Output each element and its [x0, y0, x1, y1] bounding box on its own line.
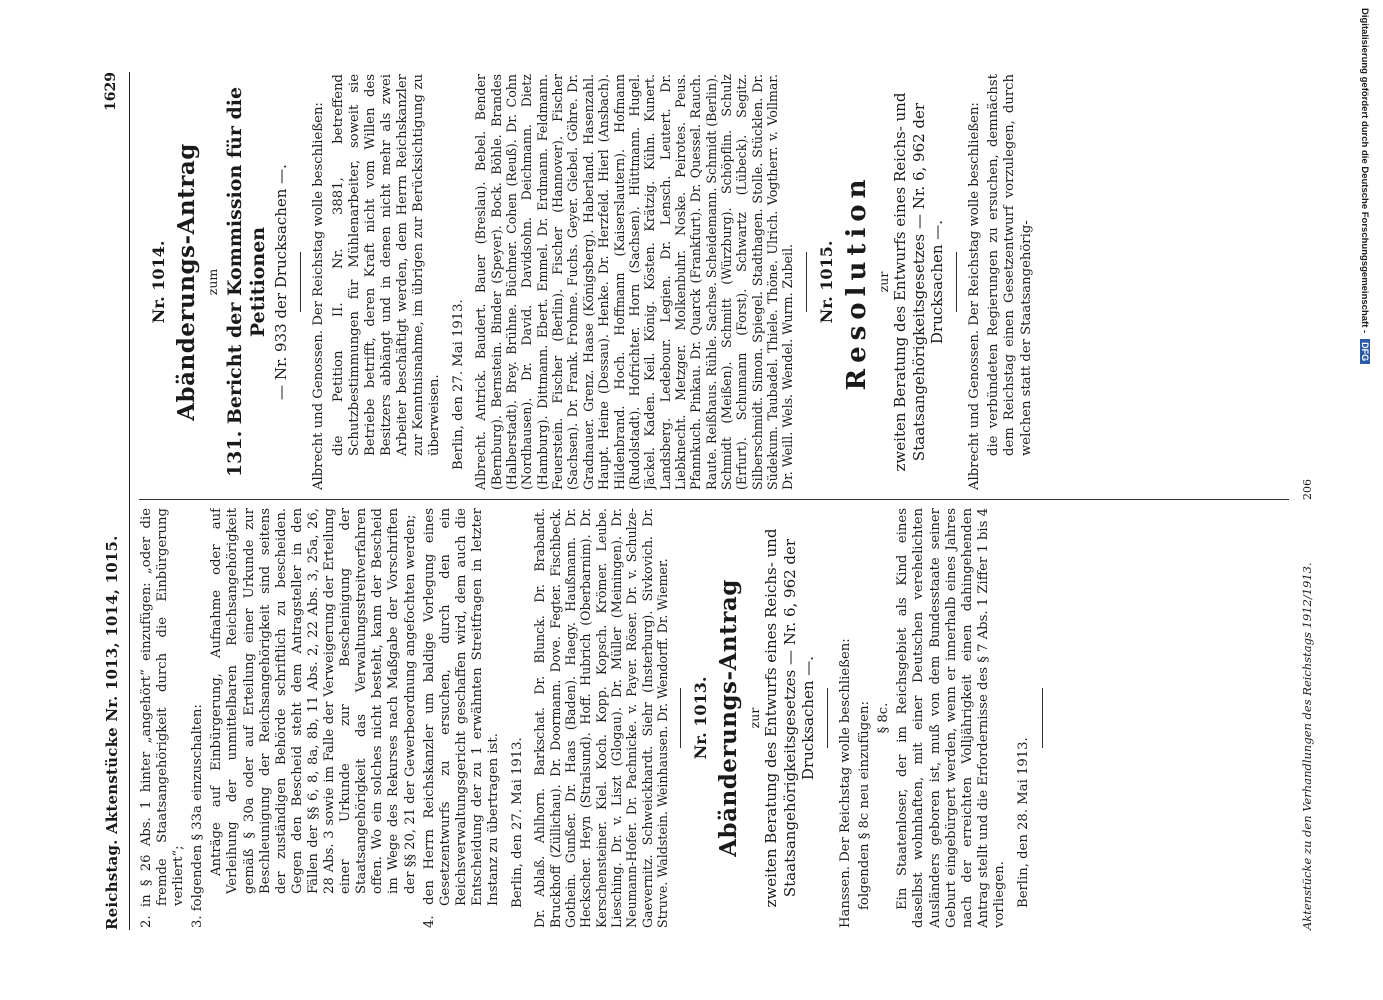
separator: [806, 252, 807, 312]
signatories-1: Dr. Ablaß. Ahlhorn. Barkschat. Dr. Blunck. Dr. Brabandt. Bruckhoff (Züllichau). Dr. Doormann. Dove. Fegter. Fischbeck. Gothein. Gunßer. Dr. Haas (Baden). Haegy. Haußmann. Dr. Heckscher. Heyn (Stralsund). Hoff. Hubrich (Oberbarnim). Dr. Kerschensteiner. Kiel. Koch. Kopp. Kopsch. Krömer. Leube. Liesching. Dr. v. Liszt (Glogau). Dr. Müller (Meiningen). Dr. Neumann-Hofer. Dr. Pachnicke. v. Payer. Röser. Dr. v. Schulze-Gaevernitz. Schweickhardt. Siehr (Insterburg). Sivkovich. Dr. Struve. Waldstein. Weinhausen. Dr. Wendorff. Dr. Wiemer.: [532, 508, 671, 928]
nr-1013: Nr. 1013.: [691, 676, 711, 760]
item-3-head: 3. folgenden § 33a einzuschalten:: [190, 704, 206, 928]
separator: [300, 252, 301, 312]
body-8c: Ein Staatenloser, der im Reichsgebiet als Kind eines daselbst wohnhaften, mit einer Deutschen verehelichten Ausländers geboren ist, muß von dem Bundesstaate seiner Geburt eingebürgert werden, wenn er innerhalb eines Jahres nach der erreichten Volljährigkeit einen dahingehenden Antrag stellt und die Erfordernisse des § 7 Abs. 1 Ziffer 1 bis 4 vorliegen.: [895, 508, 1007, 928]
hanssen-motion: Hanssen. Der Reichstag wolle beschließen:: [838, 638, 854, 928]
page-number: 1629: [103, 72, 120, 111]
report-subtitle: — Nr. 933 der Drucksachen —.: [272, 164, 291, 400]
body-1015: zweiten Beratung des Entwurfs eines Reichs- und Staatsangehörigkeitsgesetzes — Nr. 6, 962 der Drucksachen —.: [891, 92, 946, 472]
page-footer: Aktenstücke zu den Verhandlungen des Reichstags 1912/1913.: [1300, 562, 1314, 930]
zum: zum: [204, 268, 220, 296]
title-1014: Abänderungs-Antrag: [172, 143, 200, 421]
sheet-number: 206: [1301, 479, 1314, 500]
signatories-2: Albrecht. Antrick. Baudert. Bauer (Breslau). Bebel. Bender (Bernburg). Bernstein. Binder (Speyer). Bock. Böhle. Brandes (Halberstadt). Brey. Brühne. Büchner. Cohen (Reuß). Dr. Cohn (Nordhausen). Dr. David. Davidsohn. Deichmann. Dietz (Hamburg). Dittmann. Ebert. Emmel. Dr. Erdmann. Feldmann. Feuerstein. Fischer (Berlin). Fischer (Hannover). Fischer (Sachsen). Dr. Frank. Frohme. Fuchs. Geyer. Giebel. Göhre. Dr. Gradnauer. Grenz. Haase (Königsberg). Haberland. Hasenzahl. Haupt. Heine (Dessau). Henke. Dr. Herzfeld. Hierl (Ansbach). Hildenbrand. Hoch. Hoffmann (Kaiserslautern). Hofmann (Rudolstadt). Hofrichter. Horn (Sachsen). Hüttmann. Hugel. Jäckel. Kaden. Keil. König. Kösten. Krätzig. Kühn. Kunert. Landsberg. Ledebour. Legien. Dr. Lensch. Leutert. Dr. Liebknecht. Metzger. Molkenbuhr. Noske. Peirotes. Peus. Pfannkuch. Pinkau. Dr. Quarck (Frankfurt). Dr. Quessel. Rauch. Raute. Reißhaus. Rühle. Sachse. Scheidemann. Schmidt (Berlin). Schmidt (Meißen). Schmitt (Würzburg). Schöpflin. Schulz (Erfurt). Schumann (Forst). Schwartz (Lübeck). Segitz. Silberschmidt. Simon. Spiegel. Stadthagen. Stolle. Stücklen. Dr. Südekum. Taubadel. Thiele. Thöne. Ulrich. Vogtherr. v. Vollmar. Dr. Weill. Wels. Wendel. Wurm. Zubeil.: [473, 74, 796, 490]
scanned-page: [95, 72, 1323, 930]
albrecht-motion-2: Albrecht und Genossen. Der Reichstag wolle beschließen:: [967, 102, 983, 490]
digitization-note: [1352, 8, 1378, 992]
title-1013: Abänderungs-Antrag: [714, 579, 742, 857]
right-column: [139, 74, 1289, 490]
digitization-text: Digitalisierung gefördert durch die Deutsche Forschungsgemeinschaft -: [1359, 8, 1371, 334]
date-3: Berlin, den 27. Mai 1913.: [451, 299, 467, 470]
albrecht-body-2: die verbündeten Regierungen zu ersuchen, demnächst dem Reichstag einen Gesetzentwurf vorzulegen, durch welchen statt der Staatsangehörig-: [986, 74, 1034, 456]
paragraph-8c: § 8c.: [876, 702, 892, 734]
item-2: 2. in § 26 Abs. 1 hinter „angehört“ einzufügen: „oder die fremde Staatsangehörigkeit durch die Einbürgerung verliert“;: [139, 508, 187, 928]
page-header: [95, 72, 130, 930]
dfg-logo: DFG: [1360, 339, 1370, 364]
title-1015: Resolution: [842, 173, 873, 391]
zur-1013: zur: [746, 707, 762, 729]
page-content: [95, 72, 1323, 930]
zur-1015: zur: [876, 271, 892, 293]
column-rule: [139, 499, 1289, 500]
date-2: Berlin, den 28. Mai 1913.: [1016, 737, 1032, 908]
left-column: [139, 508, 1289, 928]
item-3-body: Anträge auf Einbürgerung, Aufnahme oder auf Verleihung der unmittelbaren Reichsangehörigkeit gemäß § 30a oder auf Erteilung einer Urkunde zur Beschleunigung der Reichsangehörigkeit sind seitens der zuständigen Behörde schriftlich zu bescheiden. Gegen den Bescheid steht dem Antragsteller in den Fällen der §§ 6, 8, 8a, 8b, 11 Abs. 2, 22 Abs. 3, 25a, 26, 28 Abs. 3 sowie im Falle der Verweigerung der Erteilung einer Urkunde zur Bescheinigung der Staatsangehörigkeit das Verwaltungsstreitverfahren offen. Wo ein solches nicht besteht, kann der Bescheid im Wege des Rekurses nach Maßgabe der Vorschriften der §§ 20, 21 der Gewerbeordnung angefochten werden;: [209, 508, 418, 894]
item-4: 4. den Herrn Reichskanzler um baldige Vorlegung eines Gesetzentwurfs zu ersuchen, durch den ein Reichsverwaltungsgericht geschaffen wird, dem auch die Entscheidung der zu 1 erwähnten Streitfragen in letzter Instanz zu übertragen ist.: [421, 508, 501, 928]
separator: [827, 688, 828, 748]
separator: [1042, 688, 1043, 748]
insert-instruction: folgenden § 8c neu einzufügen:: [857, 701, 873, 910]
nr-1015: Nr. 1015.: [816, 240, 836, 324]
albrecht-motion-1: Albrecht und Genossen. Der Reichstag wolle beschließen:: [311, 102, 327, 490]
running-head: Reichstag. Aktenstücke Nr. 1013, 1014, 1015.: [102, 535, 121, 930]
body-1013: zweiten Beratung des Entwurfs eines Reichs- und Staatsangehörigkeitsgesetzes — Nr. 6, 962 der Drucksachen —.: [762, 528, 817, 908]
report-title: 131. Bericht der Kommission für die Petitionen: [223, 86, 269, 478]
nr-1014: Nr. 1014.: [149, 240, 168, 324]
date-1: Berlin, den 27. Mai 1913.: [510, 737, 526, 908]
separator: [680, 688, 681, 748]
separator: [956, 252, 957, 312]
albrecht-body-1: die Petition II. Nr. 3881, betreffend Schutzbestimmungen für Mühlenarbeiter, soweit sie Betriebe betrifft, deren Kraft nicht vom Willen des Besitzers abhängt und in denen nicht mehr als zwei Arbeiter beschäftigt werden, dem Herrn Reichskanzler zur Kenntnisnahme, im übrigen zur Berücksichtigung zu überweisen.: [330, 74, 443, 456]
